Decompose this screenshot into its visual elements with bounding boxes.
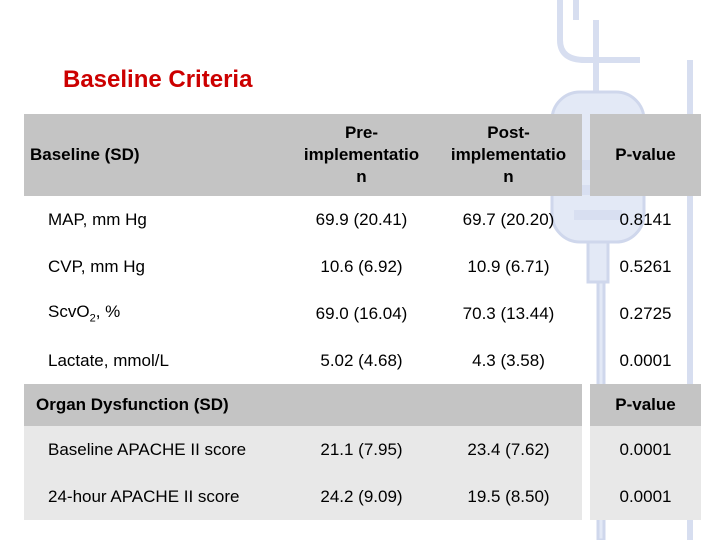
row-label: Lactate, mmol/L [48,350,169,370]
row-label: ScvO$_2$, % [48,302,121,325]
table-row [24,196,701,243]
pre-value: 69.9 (20.41) [315,209,408,229]
post-value: 4.3 (3.58) [472,350,545,370]
p-value: 0.2725 [619,303,672,323]
pre-implementation-header: Pre- implementatio n [288,114,435,196]
row-label: MAP, mm Hg [48,209,147,229]
baseline-table [24,114,701,520]
pvalue-header: P-value [590,114,701,196]
pvalue-header: P-value [590,384,701,426]
table-row [24,473,701,520]
p-value: 0.8141 [619,209,672,229]
row-label: Baseline APACHE II score [24,426,288,473]
pre-value: 69.0 (16.04) [315,303,408,323]
post-value: 19.5 (8.50) [435,473,582,520]
p-value: 0.0001 [590,426,701,473]
organ-header-label: Organ Dysfunction (SD) [24,384,288,426]
p-value: 0.0001 [590,473,701,520]
table-row [24,243,701,290]
post-value: 23.4 (7.62) [435,426,582,473]
row-label: CVP, mm Hg [48,256,145,276]
post-value: 10.9 (6.71) [467,256,550,276]
baseline-header-label: Baseline (SD) [24,114,288,196]
table-row [24,290,701,337]
post-implementation-header: Post- implementatio n [435,114,582,196]
table-row [24,337,701,384]
p-value: 0.0001 [619,350,672,370]
post-value: 69.7 (20.20) [462,209,555,229]
pre-value: 5.02 (4.68) [320,350,403,370]
pre-value: 24.2 (9.09) [288,473,435,520]
pre-value: 10.6 (6.92) [320,256,403,276]
p-value: 0.5261 [619,256,672,276]
baseline-header-row [24,114,701,196]
slide-title: Baseline Criteria [63,66,253,93]
organ-header-row [24,384,701,426]
row-label: 24-hour APACHE II score [24,473,288,520]
pre-value: 21.1 (7.95) [288,426,435,473]
table-row [24,426,701,473]
post-value: 70.3 (13.44) [462,303,555,323]
